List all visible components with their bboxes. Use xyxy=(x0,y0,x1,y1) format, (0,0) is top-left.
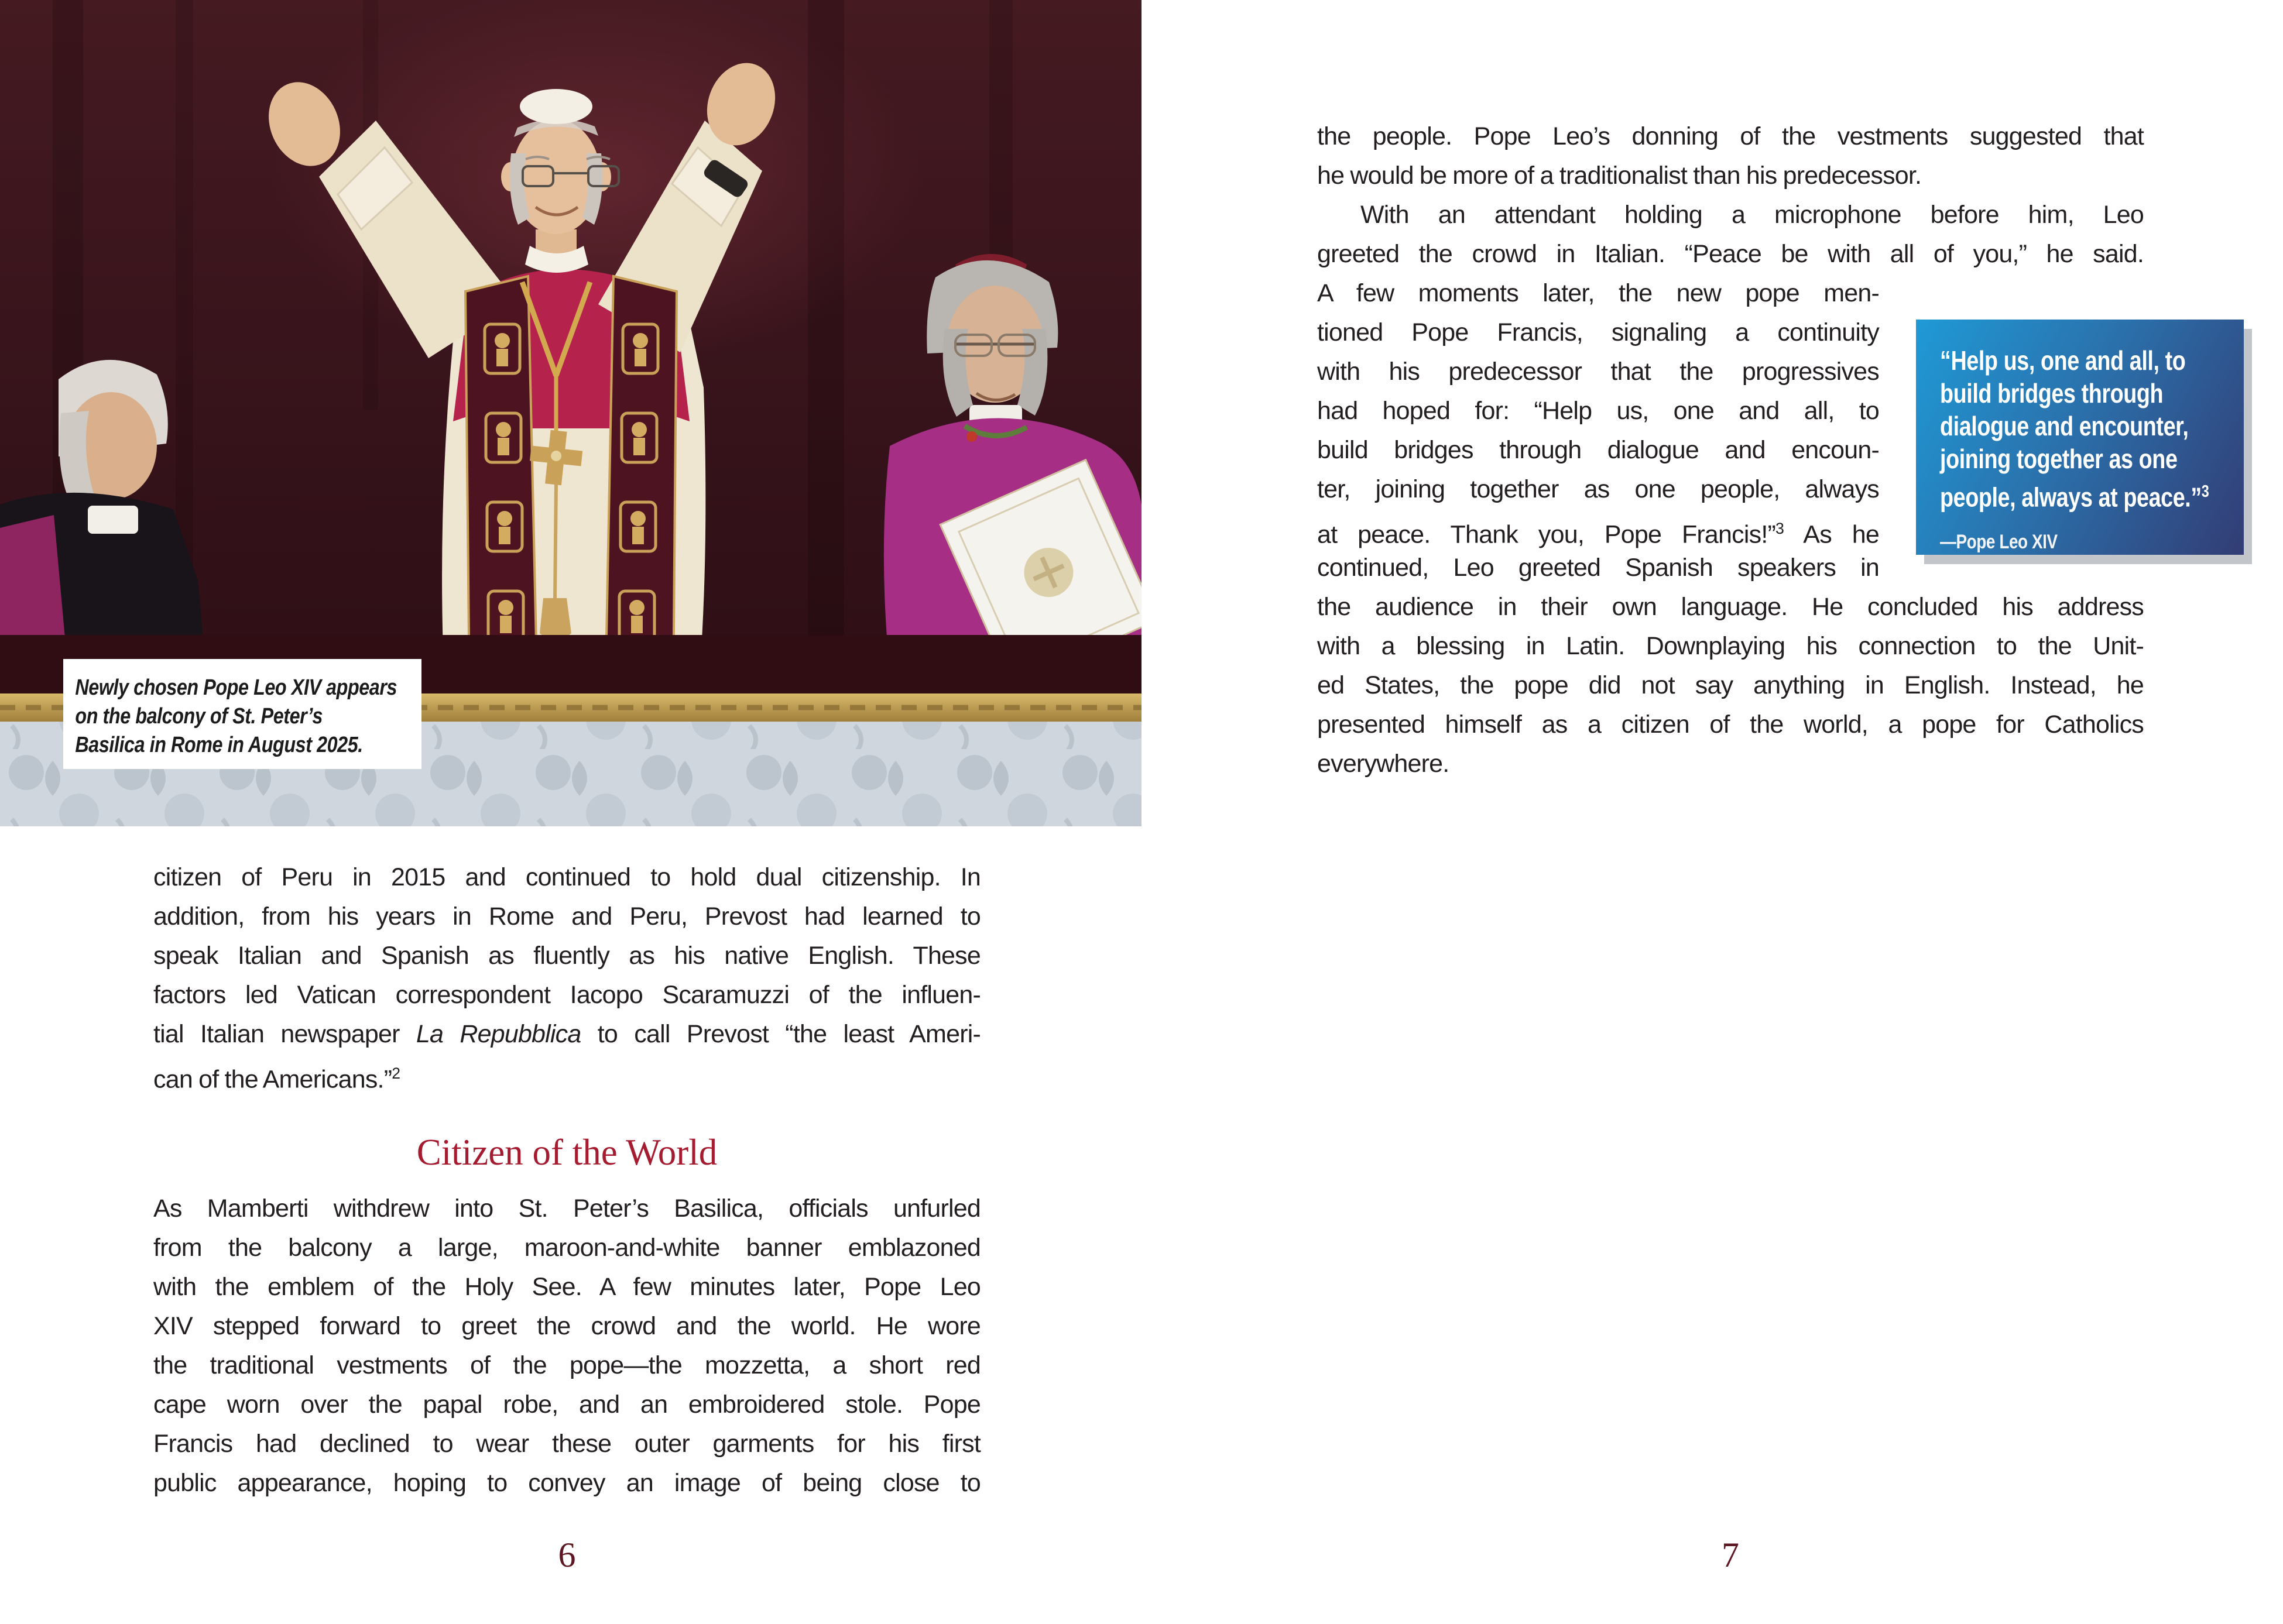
pull-quote-text xyxy=(1916,320,2228,513)
text-line: “Help us, one and all, to xyxy=(1940,345,2186,376)
text-line: can of the Americans.”$^2$ xyxy=(153,1065,401,1094)
text-line: with the emblem of the Holy See. A few minutes later, Pope Leo xyxy=(153,1273,981,1301)
text-line: tial Italian newspaper La Repubblica to call Prevost “the least Ameri- xyxy=(153,1020,981,1048)
text-line: joining together as one xyxy=(1940,444,2178,474)
text-line: with a blessing in Latin. Downplaying his connection to the Unit- xyxy=(1317,632,2144,660)
text-line: with his predecessor that the progressives xyxy=(1317,358,1879,386)
section-heading: Citizen of the World xyxy=(416,1132,718,1173)
text-line: citizen of Peru in 2015 and continued to hold dual citizenship. In xyxy=(153,863,981,891)
text-line: public appearance, hoping to convey an image of being close to xyxy=(153,1469,981,1497)
pull-quote-attribution: —Pope Leo XIV xyxy=(1940,531,2058,553)
text-line: had hoped for: “Help us, one and all, to xyxy=(1317,397,1879,425)
text-line: Basilica in Rome in August 2025. xyxy=(75,733,363,757)
text-line: he would be more of a traditionalist than his predecessor. xyxy=(1317,162,1922,190)
page-number-right: 7 xyxy=(1722,1536,1739,1574)
page-number-left: 6 xyxy=(558,1536,576,1574)
text-line: greeted the crowd in Italian. “Peace be with all of you,” he said. xyxy=(1317,240,2144,268)
text-line: Newly chosen Pope Leo XIV appears xyxy=(75,675,397,700)
pull-quote-box xyxy=(1916,320,2244,555)
text-line: cape worn over the papal robe, and an embroidered stole. Pope xyxy=(153,1390,981,1419)
photo-caption-text xyxy=(63,659,423,760)
text-line: ed States, the pope did not say anything in English. Instead, he xyxy=(1317,671,2144,699)
text-line: continued, Leo greeted Spanish speakers in xyxy=(1317,554,1879,582)
left-paragraph-2 xyxy=(153,1189,981,1503)
text-line: A few moments later, the new pope men- xyxy=(1317,279,1879,307)
text-line: the audience in their own language. He concluded his address xyxy=(1317,593,2144,621)
text-line: people, always at peace.”$^3$ xyxy=(1940,482,2209,513)
text-line: With an attendant holding a microphone before him, Leo xyxy=(1360,201,2144,229)
text-line: XIV stepped forward to greet the crowd and the world. He wore xyxy=(153,1312,981,1340)
text-line: dialogue and encounter, xyxy=(1940,411,2189,441)
text-line: at peace. Thank you, Pope Francis!”$^3$ As he xyxy=(1317,520,1879,549)
text-line: build bridges through xyxy=(1940,378,2164,408)
text-line: the traditional vestments of the pope—the mozzetta, a short red xyxy=(153,1351,981,1379)
text-line: ter, joining together as one people, always xyxy=(1317,475,1879,503)
text-line: factors led Vatican correspondent Iacopo Scaramuzzi of the influen- xyxy=(153,981,981,1009)
photo-caption xyxy=(63,659,421,769)
text-line: addition, from his years in Rome and Peru, Prevost had learned to xyxy=(153,902,981,931)
text-line: build bridges through dialogue and encoun- xyxy=(1317,436,1879,464)
text-line: the people. Pope Leo’s donning of the vestments suggested that xyxy=(1317,122,2144,150)
left-paragraph-1 xyxy=(153,858,981,1093)
text-line: As Mamberti withdrew into St. Peter’s Basilica, officials unfurled xyxy=(153,1194,981,1223)
text-line: everywhere. xyxy=(1317,750,1449,778)
text-line: on the balcony of St. Peter’s xyxy=(75,704,323,729)
text-line: presented himself as a citizen of the world, a pope for Catholics xyxy=(1317,710,2144,739)
text-line: speak Italian and Spanish as fluently as his native English. These xyxy=(153,942,981,970)
text-line: from the balcony a large, maroon-and-white banner emblazoned xyxy=(153,1234,981,1262)
text-line: Francis had declined to wear these outer garments for his first xyxy=(153,1430,981,1458)
text-line: tioned Pope Francis, signaling a continuity xyxy=(1317,318,1879,346)
